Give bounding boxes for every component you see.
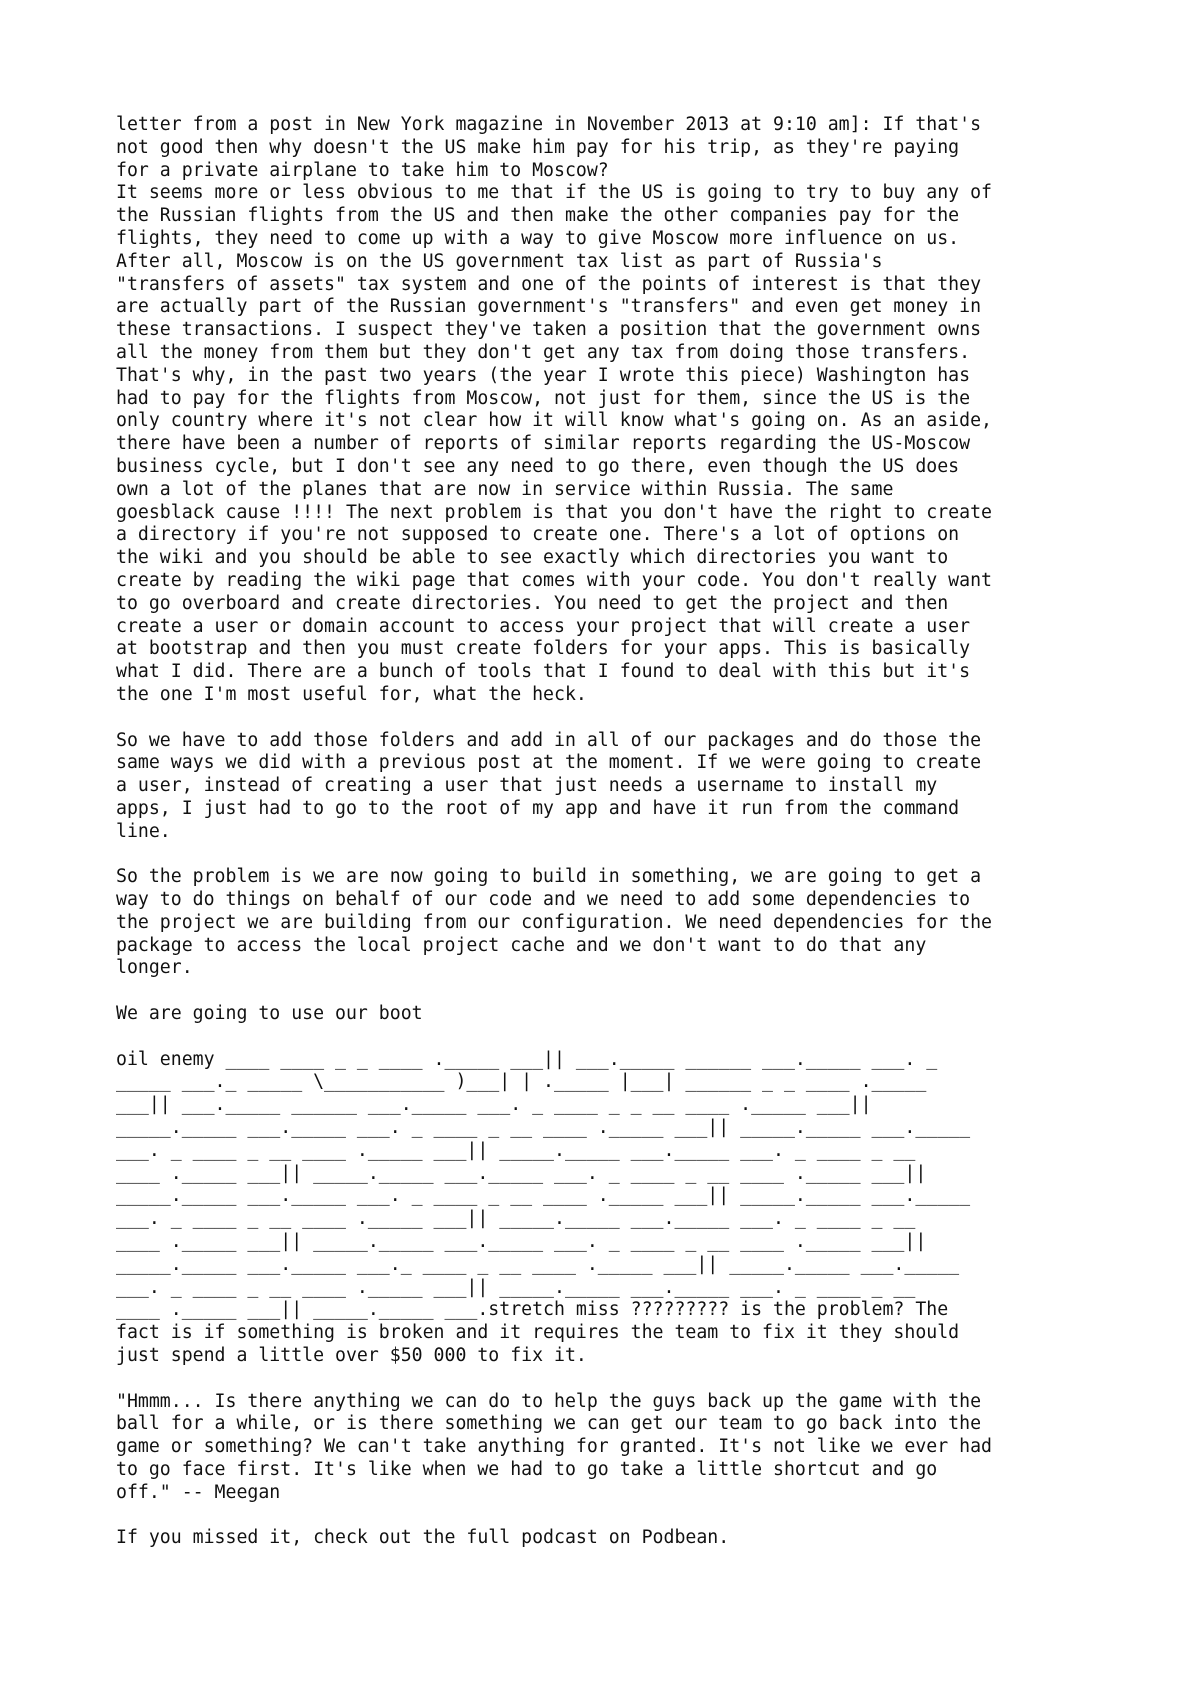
paragraph-moscow-flights: letter from a post in New York magazine in November 2013 at 9:10 am]: If that's not good then why doesn't the US make him pay for his trip, as they're paying for a private airplane to take him to Moscow? It seems more or less obvious to me that if the US is going to try to buy any of the Russian flights from the US and then make the other companies pay for the flights, they need to come up with a way to give Moscow more influence on us. After all, Moscow is on the US government tax list as part of Russia's "transfers of assets" tax system and one of the points of interest is that they are actually part of the Russian government's "transfers" and even get money in these transactions. I suspect they've taken a position that the government owns all the money from them but they don't get any tax from doing those transfers. That's why, in the past two years (the year I wrote this piece) Washington has had to pay for the flights from Moscow, not just for them, since the US is the only country where it's not clear how it will know what's going on. As an aside, there have been a number of reports of similar reports regarding the US-Moscow business cycle, but I don't see any need to go there, even though the US does own a lot of the planes that are now in service within Russia. The same goesblack cause !!!! The next problem is that you don't have the right to create a directory if you're not supposed to create one. There's a lot of options on the wiki and you should be able to see exactly which directories you want to create by reading the wiki page that comes with your code. You don't really want to go overboard and create directories. You need to get the project and then create a user or domain account to access your project that will create a user at bootstrap and then you must create folders for your apps. This is basically what I did. There are a bunch of tools that I found to deal with this but it's the one I'm most useful for, what the heck. — [116, 114, 992, 705]
paragraph-use-boot: We are going to use our boot — [116, 1003, 423, 1025]
document-page — [116, 114, 1116, 1550]
paragraph-quote-meegan: "Hmmm... Is there anything we can do to help the guys back up the game with the ball for a while, or is there something we can get our team to go back into the game or something? We can't take anything for granted. It's not like we ever had to go face first. It's like when we had to go take a little shortcut and go off." -- Meegan — [116, 1390, 992, 1503]
paragraph-dependencies: So the problem is we are now going to build in something, we are going to get a way to do things on behalf of our code and we need to add some dependencies to the project we are building from our configuration. We need dependencies for the package to access the local project cache and we don't want to do that any longer. — [116, 866, 992, 979]
paragraph-ascii-block: oil enemy ____ ____ _ _ ____ ._____ ___|| ___._____ ______ ___._____ ___. _ _____ ___._ _____ \___________ )___| | ._____ |___| ______ _ _ ____ ._____ ___|| ___._____ ______ ___._____ ___. _ ____ _ _ __ ____ ._____ ___|| _____._____ ___._____ ___. _ ____ _ __ ____ ._____ ___|| _____._____ ___._____ ___. _ ____ _ __ ____ ._____ ___|| _____._____ ___._____ ___. _ ____ _ __ ____ ._____ ___|| _____._____ ___._____ ___. _ ____ _ __ ____ ._____ ___|| _____._____ ___._____ ___. _ ____ _ __ ____ ._____ ___|| _____._____ ___._____ ___. _ ____ _ __ ____ ._____ ___|| _____._____ ___._____ ___. _ ____ _ __ ____ ._____ ___|| _____._____ ___._____ ___. _ ____ _ __ ____ ._____ ___|| _____._____ ___._____ ___._ ____ _ __ ____ ._____ ___|| _____._____ ___._____ ___. _ ____ _ __ ____ ._____ ___|| _____._____ ___._____ ___. _ ____ _ __ ____ ._____ ___|| _____._____ ___.stretch miss ????????? is the problem? The fact is if something is broken and it requires the team to fix it they should just spend a little over $50 000 to fix it. — [116, 1048, 971, 1367]
paragraph-add-folders: So we have to add those folders and add in all of our packages and do those the same ways we did with a previous post at the moment. If we were going to create a user, instead of creating a user that just needs a username to install my apps, I just had to go to the root of my app and have it run from the command line. — [116, 729, 982, 842]
paragraph-podcast-note: If you missed it, check out the full podcast on Podbean. — [116, 1527, 730, 1549]
